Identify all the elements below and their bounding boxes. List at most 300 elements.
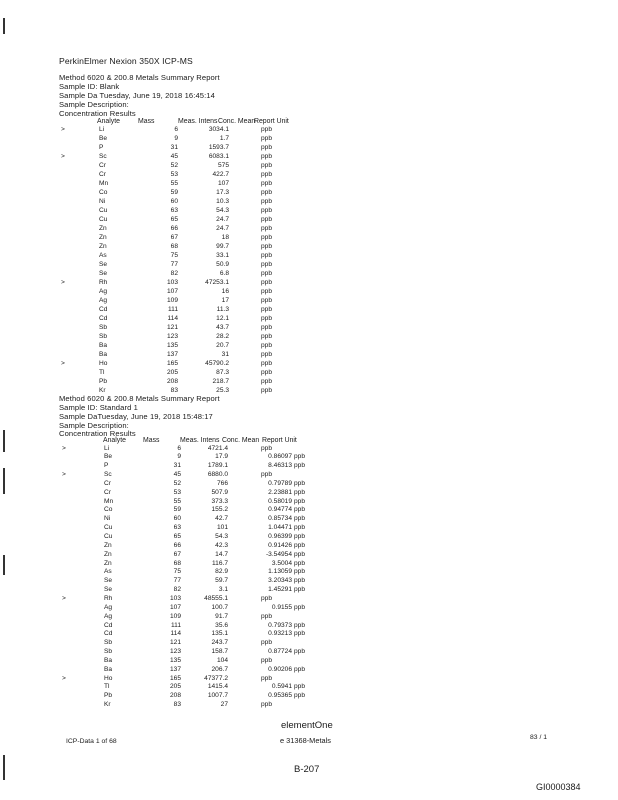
table-row: [0, 498, 618, 507]
unit-cell: ppb: [261, 269, 273, 277]
analyte-cell: Kr: [104, 701, 111, 709]
unit-cell: ppb: [261, 161, 273, 169]
concentration-results-label: Concentration Results: [59, 109, 136, 118]
mass-cell: 107: [169, 603, 181, 611]
mass-cell: 135: [169, 656, 181, 664]
mass-cell: 52: [173, 479, 181, 487]
unit-cell: ppb: [261, 188, 273, 196]
unit-cell: ppb: [294, 515, 306, 523]
mass-cell: 66: [173, 541, 181, 549]
analyte-cell: Cr: [104, 479, 111, 487]
mass-cell: 63: [170, 206, 178, 214]
mass-cell: 53: [170, 170, 178, 178]
unit-cell: ppb: [261, 323, 273, 331]
analyte-cell: Be: [99, 134, 108, 142]
col-analyte: Analyte: [97, 118, 120, 125]
conc-cell: 1.04471: [268, 524, 292, 532]
mass-cell: 83: [170, 386, 178, 394]
table-row: [0, 445, 618, 454]
analyte-cell: Cr: [104, 488, 111, 496]
unit-cell: ppb: [294, 506, 306, 514]
table-row: [0, 351, 618, 360]
analyte-cell: Cr: [99, 170, 106, 178]
analyte-cell: Cd: [99, 314, 108, 322]
mass-cell: 111: [170, 621, 181, 629]
mass-cell: 114: [167, 314, 178, 322]
intensity-cell: 33.1: [216, 251, 229, 259]
unit-cell: ppb: [261, 287, 273, 295]
analyte-cell: Zn: [99, 224, 107, 232]
col-mass: Mass: [138, 118, 155, 125]
analyte-cell: Se: [99, 269, 108, 277]
intensity-cell: 1415.4: [207, 683, 228, 691]
table-row: [0, 551, 618, 560]
mass-cell: 121: [166, 323, 178, 331]
mass-cell: 205: [166, 368, 178, 376]
intensity-cell: 54.3: [215, 533, 228, 540]
analyte-cell: Se: [99, 260, 108, 268]
method-line: Method 6020 & 200.8 Metals Summary Report: [59, 73, 220, 82]
table-row: [0, 701, 618, 710]
unit-cell: ppb: [261, 125, 273, 133]
mass-cell: 63: [173, 524, 181, 532]
mass-cell: 205: [169, 683, 181, 691]
table-row: [0, 216, 618, 225]
mass-cell: 9: [174, 134, 178, 142]
analyte-cell: P: [99, 143, 104, 151]
table-row: [0, 279, 618, 288]
analyte-cell: Pb: [99, 377, 108, 385]
analyte-cell: Cr: [99, 161, 106, 169]
unit-cell: ppb: [261, 359, 273, 367]
analyte-cell: Zn: [99, 242, 107, 250]
col-conc: Conc. Mean: [218, 118, 256, 125]
intensity-cell: 1593.7: [208, 143, 229, 151]
intensity-cell: 1789.1: [207, 462, 228, 470]
analyte-cell: Ag: [104, 603, 113, 611]
table-row: [0, 586, 618, 595]
analyte-cell: Se: [104, 586, 113, 594]
conc-cell: 0.95365: [268, 692, 292, 700]
conc-cell: 0.86097: [268, 453, 292, 461]
intensity-cell: 91.7: [215, 612, 228, 620]
intensity-cell: 35.6: [215, 621, 228, 629]
intensity-cell: 107: [217, 179, 229, 187]
unit-cell: ppb: [261, 152, 273, 160]
unit-cell: ppb: [261, 377, 273, 385]
analyte-cell: Ba: [104, 656, 113, 664]
mass-cell: 107: [166, 287, 178, 295]
unit-cell: ppb: [294, 488, 306, 496]
intensity-cell: 24.7: [216, 215, 229, 223]
flag-marker: >: [62, 471, 66, 479]
analyte-cell: Cu: [104, 524, 113, 532]
conc-cell: 0.9155: [271, 603, 292, 611]
intensity-cell: 116.7: [211, 559, 228, 567]
mass-cell: 66: [170, 224, 178, 232]
table-row: [0, 306, 618, 315]
table-row: [0, 604, 618, 613]
unit-cell: ppb: [261, 143, 273, 151]
conc-cell: 0.58019: [268, 497, 292, 505]
analyte-cell: Ho: [104, 674, 113, 682]
mass-cell: 165: [166, 359, 178, 367]
intensity-cell: 4721.4: [207, 444, 228, 452]
unit-cell: ppb: [294, 630, 306, 638]
conc-cell: 0.91426: [268, 541, 292, 549]
conc-cell: 2.23881: [268, 488, 292, 496]
unit-cell: ppb: [294, 648, 306, 656]
table-row: [0, 524, 618, 533]
unit-cell: ppb: [261, 215, 273, 223]
col-intensity-2: Meas. Intens: [180, 437, 220, 444]
sample-date: Sample Da Tuesday, June 19, 2018 16:45:14: [59, 91, 215, 100]
flag-marker: >: [62, 594, 66, 602]
table-row: [0, 288, 618, 297]
table-row: [0, 692, 618, 701]
intensity-cell: 16: [221, 287, 229, 295]
method-line-2: Method 6020 & 200.8 Metals Summary Report: [59, 394, 220, 403]
analyte-cell: Li: [104, 444, 110, 452]
unit-cell: ppb: [261, 386, 273, 394]
table-row: [0, 270, 618, 279]
intensity-cell: 17.9: [215, 453, 228, 461]
intensity-cell: 206.7: [211, 665, 228, 673]
analyte-cell: Rh: [99, 278, 108, 286]
analyte-cell: Ba: [104, 665, 113, 673]
table-row: [0, 683, 618, 692]
table-row: [0, 666, 618, 675]
unit-cell: ppb: [261, 612, 273, 620]
intensity-cell: 100.7: [211, 603, 228, 611]
intensity-cell: 101: [216, 524, 228, 532]
intensity-cell: 14.7: [215, 550, 228, 558]
table-row: [0, 630, 618, 639]
unit-cell: ppb: [261, 314, 273, 322]
sample-description: Sample Description:: [59, 100, 129, 109]
mass-cell: 59: [170, 188, 178, 196]
intensity-cell: 25.3: [216, 386, 229, 394]
conc-cell: 3.5004: [271, 559, 292, 567]
mass-cell: 109: [169, 612, 181, 620]
unit-cell: ppb: [294, 462, 306, 470]
table-row: [0, 144, 618, 153]
bates-number: GI0000384: [536, 782, 581, 792]
mass-cell: 103: [166, 278, 178, 286]
unit-cell: ppb: [261, 233, 273, 241]
table-row: [0, 489, 618, 498]
table-row: [0, 153, 618, 162]
intensity-cell: 27: [220, 701, 228, 709]
analyte-cell: Co: [104, 506, 113, 514]
intensity-cell: 54.3: [216, 206, 229, 214]
table-row: [0, 315, 618, 324]
conc-cell: 0.79789: [268, 479, 292, 487]
mass-cell: 55: [170, 179, 178, 187]
table-row: [0, 126, 618, 135]
flag-marker: >: [61, 278, 65, 286]
conc-cell: 0.85734: [268, 515, 292, 523]
unit-cell: ppb: [261, 341, 273, 349]
conc-cell: 0.93213: [268, 630, 292, 638]
analyte-cell: Rh: [104, 594, 113, 602]
analyte-cell: Kr: [99, 386, 106, 394]
instrument-title: PerkinElmer Nexion 350X ICP-MS: [59, 56, 193, 66]
mass-cell: 65: [170, 215, 178, 223]
analyte-cell: Ni: [104, 515, 111, 523]
mass-cell: 82: [173, 586, 181, 594]
intensity-cell: 20.7: [216, 341, 229, 349]
table-row: [0, 369, 618, 378]
conc-cell: 0.90206: [268, 665, 292, 673]
mass-cell: 114: [170, 630, 181, 638]
analyte-cell: As: [99, 251, 107, 259]
intensity-cell: 6083.1: [208, 152, 229, 160]
table-row: [0, 360, 618, 369]
intensity-cell: 243.7: [211, 639, 228, 647]
unit-cell: ppb: [261, 206, 273, 214]
conc-cell: 1.13059: [268, 568, 292, 576]
unit-cell: ppb: [261, 444, 273, 452]
analyte-cell: Sb: [104, 648, 113, 656]
table-row: [0, 648, 618, 657]
table-row: [0, 171, 618, 180]
table-row: [0, 462, 618, 471]
unit-cell: ppb: [294, 541, 306, 549]
analyte-cell: Sb: [104, 639, 113, 647]
mass-cell: 208: [166, 377, 178, 385]
analyte-cell: Pb: [104, 692, 113, 700]
col-unit: Report Unit: [254, 118, 289, 125]
intensity-cell: 422.7: [212, 170, 229, 178]
analyte-cell: Mn: [104, 497, 114, 505]
unit-cell: ppb: [294, 683, 306, 691]
intensity-cell: 47253.1: [205, 278, 229, 286]
analyte-cell: Ag: [99, 296, 108, 304]
intensity-cell: 24.7: [216, 224, 229, 232]
table-row: [0, 324, 618, 333]
table-row: [0, 480, 618, 489]
scan-edge-mark: [3, 755, 5, 780]
table-row: [0, 225, 618, 234]
mass-cell: 45: [170, 152, 178, 160]
analyte-cell: Li: [99, 125, 105, 133]
intensity-cell: 17.3: [216, 188, 229, 196]
unit-cell: ppb: [261, 224, 273, 232]
conc-cell: 8.46313: [268, 462, 292, 470]
page-label: B-207: [294, 764, 320, 775]
analyte-cell: Cd: [99, 305, 108, 313]
analyte-cell: Zn: [99, 233, 107, 241]
mass-cell: 75: [173, 568, 181, 576]
intensity-cell: 28.2: [216, 332, 229, 340]
analyte-cell: Sb: [99, 323, 108, 331]
intensity-cell: 12.1: [216, 314, 229, 322]
analyte-cell: Ag: [99, 287, 108, 295]
unit-cell: ppb: [261, 305, 273, 313]
unit-cell: ppb: [261, 278, 273, 286]
unit-cell: ppb: [261, 296, 273, 304]
table-row: [0, 568, 618, 577]
analyte-cell: Sc: [99, 152, 107, 160]
mass-cell: 77: [173, 577, 181, 585]
flag-marker: >: [61, 152, 65, 160]
intensity-cell: 135.1: [211, 630, 228, 638]
conc-cell: 0.5941: [271, 683, 292, 691]
table-row: [0, 261, 618, 270]
analyte-cell: Zn: [104, 541, 112, 549]
unit-cell: ppb: [294, 479, 306, 487]
mass-cell: 68: [170, 242, 178, 250]
table-row: [0, 252, 618, 261]
intensity-cell: 6.8: [219, 269, 229, 277]
mass-cell: 31: [173, 462, 181, 470]
mass-cell: 59: [173, 506, 181, 514]
sample-id-2: Sample ID: Standard 1: [59, 403, 138, 412]
intensity-cell: 3034.1: [208, 125, 229, 133]
unit-cell: ppb: [294, 621, 306, 629]
analyte-cell: Ba: [99, 350, 108, 358]
flag-marker: >: [62, 444, 66, 452]
intensity-cell: 50.9: [216, 260, 229, 268]
unit-cell: ppb: [261, 656, 273, 664]
mass-cell: 55: [173, 497, 181, 505]
mass-cell: 137: [166, 350, 178, 358]
mass-cell: 65: [173, 533, 181, 540]
analyte-cell: Cu: [99, 215, 108, 223]
unit-cell: ppb: [294, 533, 306, 540]
analyte-cell: Ho: [99, 359, 108, 367]
unit-cell: ppb: [261, 594, 273, 602]
intensity-cell: 6880.0: [207, 471, 228, 479]
intensity-cell: 507.9: [211, 488, 228, 496]
mass-cell: 75: [170, 251, 178, 259]
col-mass-2: Mass: [143, 437, 160, 444]
table-row: [0, 613, 618, 622]
mass-cell: 53: [173, 488, 181, 496]
table-row: [0, 342, 618, 351]
intensity-cell: 155.2: [211, 506, 228, 514]
table-row: [0, 198, 618, 207]
unit-cell: ppb: [261, 368, 273, 376]
table-row: [0, 297, 618, 306]
icp-data-page: ICP-Data 1 of 68: [66, 738, 117, 745]
mass-cell: 77: [170, 260, 178, 268]
col-conc-2: Conc. Mean: [222, 437, 260, 444]
sample-date-2: Sample DaTuesday, June 19, 2018 15:48:17: [59, 412, 213, 421]
table-row: [0, 639, 618, 648]
table-row: [0, 533, 618, 542]
unit-cell: ppb: [294, 568, 306, 576]
intensity-cell: 42.7: [215, 515, 228, 523]
table-row: [0, 162, 618, 171]
unit-cell: ppb: [261, 332, 273, 340]
flag-marker: >: [62, 674, 66, 682]
analyte-cell: Ni: [99, 197, 106, 205]
conc-cell: -3.54954: [265, 550, 292, 558]
mass-cell: 60: [170, 197, 178, 205]
conc-cell: 3.20343: [268, 577, 292, 585]
table-row: [0, 515, 618, 524]
table-row: [0, 560, 618, 569]
mass-cell: 109: [166, 296, 178, 304]
table-row: [0, 595, 618, 604]
flag-marker: >: [61, 125, 65, 133]
intensity-cell: 48555.1: [204, 594, 228, 602]
intensity-cell: 1.7: [219, 134, 229, 142]
table-row: [0, 675, 618, 684]
mass-cell: 45: [173, 471, 181, 479]
col-intensity: Meas. Intens: [178, 118, 218, 125]
table-row: [0, 333, 618, 342]
mass-cell: 103: [169, 594, 181, 602]
mass-cell: 111: [167, 305, 178, 313]
unit-cell: ppb: [261, 242, 273, 250]
analyte-cell: Sb: [99, 332, 108, 340]
sample-description-2: Sample Description:: [59, 421, 129, 430]
unit-cell: ppb: [261, 170, 273, 178]
intensity-cell: 17: [221, 296, 229, 304]
mass-cell: 67: [170, 233, 178, 241]
intensity-cell: 11.3: [216, 305, 229, 313]
job-number: e 31368-Metals: [280, 736, 331, 745]
mass-cell: 83: [173, 701, 181, 709]
unit-cell: ppb: [294, 497, 306, 505]
analyte-cell: Cd: [104, 621, 113, 629]
intensity-cell: 59.7: [215, 577, 228, 585]
unit-cell: ppb: [261, 134, 273, 142]
conc-cell: 1.45291: [268, 586, 292, 594]
unit-cell: ppb: [261, 674, 273, 682]
analyte-cell: Ag: [104, 612, 113, 620]
table-row: [0, 577, 618, 586]
intensity-cell: 42.3: [215, 541, 228, 549]
unit-cell: ppb: [261, 179, 273, 187]
side-page-number: 83 / 1: [530, 734, 548, 741]
table-row: [0, 243, 618, 252]
intensity-cell: 1007.7: [207, 692, 228, 700]
conc-cell: 0.96399: [268, 533, 292, 540]
unit-cell: ppb: [261, 639, 273, 647]
intensity-cell: 99.7: [216, 242, 229, 250]
mass-cell: 123: [169, 648, 181, 656]
unit-cell: ppb: [294, 453, 306, 461]
intensity-cell: 18: [221, 233, 229, 241]
table-row: [0, 207, 618, 216]
mass-cell: 165: [169, 674, 181, 682]
intensity-cell: 87.3: [216, 368, 229, 376]
table-row: [0, 189, 618, 198]
conc-cell: 0.87724: [268, 648, 292, 656]
conc-cell: 0.79373: [268, 621, 292, 629]
table-row: [0, 622, 618, 631]
mass-cell: 6: [174, 125, 178, 133]
intensity-cell: 104: [216, 656, 228, 664]
intensity-cell: 45790.2: [205, 359, 229, 367]
mass-cell: 67: [173, 550, 181, 558]
table-row: [0, 542, 618, 551]
mass-cell: 121: [169, 639, 181, 647]
intensity-cell: 43.7: [216, 323, 229, 331]
unit-cell: ppb: [294, 665, 306, 673]
intensity-cell: 218.7: [212, 377, 229, 385]
unit-cell: ppb: [294, 577, 306, 585]
intensity-cell: 31: [221, 350, 229, 358]
intensity-cell: 47377.2: [204, 674, 228, 682]
unit-cell: ppb: [294, 586, 306, 594]
unit-cell: ppb: [261, 197, 273, 205]
unit-cell: ppb: [294, 524, 306, 532]
